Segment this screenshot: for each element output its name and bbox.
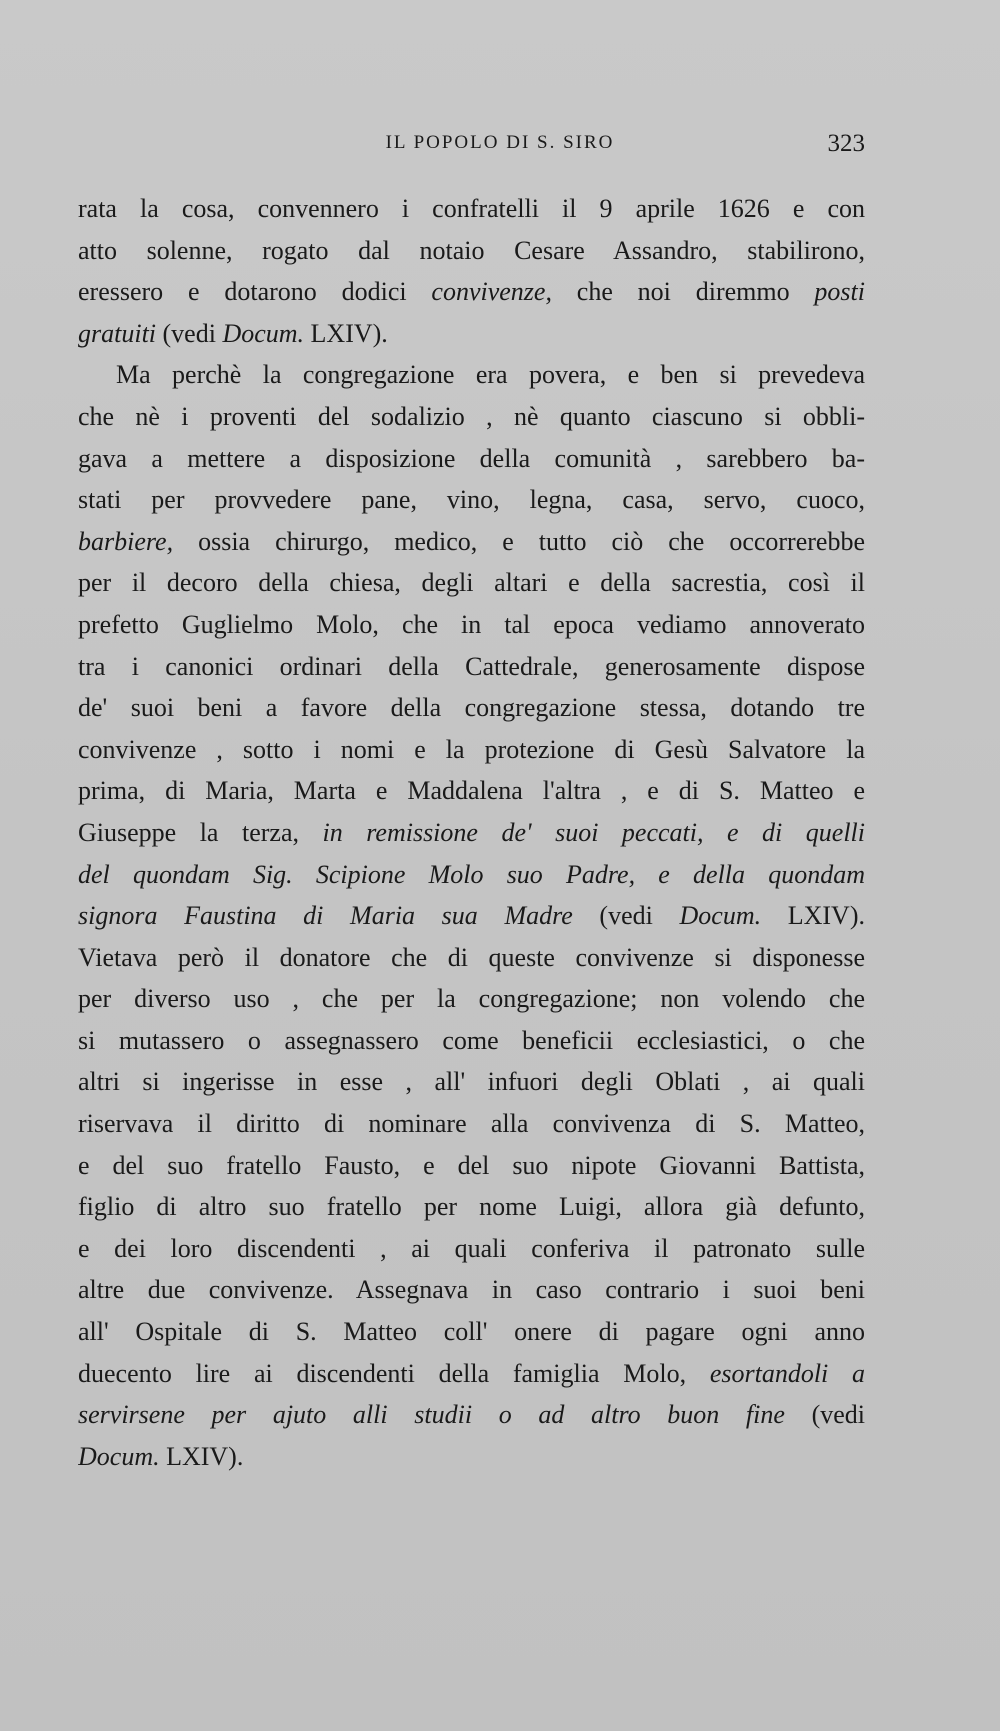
page-header [0, 132, 1000, 162]
text-line: eressero e dotarono dodici convivenze, che noi diremmo posti [78, 277, 865, 307]
text-line: del quondam Sig. Scipione Molo suo Padre, e della quondam [78, 859, 865, 889]
text-line: servirsene per ajuto alli studii o ad altro buon fine (vedi [78, 1400, 865, 1430]
text-line: Docum. LXIV). [78, 1441, 244, 1471]
text-line: riservava il diritto di nominare alla convivenza di S. Matteo, [78, 1109, 865, 1139]
text-line: atto solenne, rogato dal notaio Cesare Assandro, stabilirono, [78, 235, 865, 265]
text-line: gratuiti (vedi Docum. LXIV). [78, 318, 388, 348]
text-line: barbiere, ossia chirurgo, medico, e tutto ciò che occorrerebbe [78, 526, 865, 556]
text-line: prefetto Guglielmo Molo, che in tal epoca vediamo annoverato [78, 609, 865, 639]
text-line: gava a mettere a disposizione della comunità , sarebbero ba- [78, 443, 865, 473]
text-line: e dei loro discendenti , ai quali conferiva il patronato sulle [78, 1233, 865, 1263]
text-line: altri si ingerisse in esse , all' infuori degli Oblati , ai quali [78, 1067, 865, 1097]
text-line: che nè i proventi del sodalizio , nè quanto ciascuno si obbli- [78, 401, 865, 431]
text-line: e del suo fratello Fausto, e del suo nipote Giovanni Battista, [78, 1150, 865, 1180]
text-line: rata la cosa, convennero i confratelli il 9 aprile 1626 e con [78, 194, 865, 223]
text-line: figlio di altro suo fratello per nome Luigi, allora già defunto, [78, 1192, 865, 1222]
text-line: tra i canonici ordinari della Cattedrale, generosamente dispose [78, 651, 865, 681]
text-line: per diverso uso , che per la congregazione; non volendo che [78, 984, 865, 1014]
text-line: altre due convivenze. Assegnava in caso contrario i suoi beni [78, 1275, 865, 1305]
page-number: 323 [827, 130, 865, 157]
text-line: Giuseppe la terza, in remissione de' suoi peccati, e di quelli [78, 817, 865, 847]
text-line: Vietava però il donatore che di queste convivenze si disponesse [78, 942, 865, 972]
text-line: all' Ospitale di S. Matteo coll' onere di pagare ogni anno [78, 1317, 865, 1347]
text-line: prima, di Maria, Marta e Maddalena l'altra , e di S. Matteo e [78, 776, 865, 806]
text-line: stati per provvedere pane, vino, legna, casa, servo, cuoco, [78, 485, 865, 515]
running-title: IL POPOLO DI S. SIRO [385, 132, 615, 153]
text-line: de' suoi beni a favore della congregazione stessa, dotando tre [78, 693, 865, 723]
text-line: signora Faustina di Maria sua Madre (vedi Docum. LXIV). [78, 901, 865, 931]
text-line: si mutassero o assegnassero come beneficii ecclesiastici, o che [78, 1025, 865, 1055]
text-line: per il decoro della chiesa, degli altari e della sacrestia, così il [78, 568, 865, 598]
text-line: duecento lire ai discendenti della famiglia Molo, esortandoli a [78, 1358, 865, 1388]
text-line: Ma perchè la congregazione era povera, e ben si prevedeva [116, 360, 865, 390]
body-text [78, 188, 865, 1477]
text-line: convivenze , sotto i nomi e la protezione di Gesù Salvatore la [78, 734, 865, 764]
